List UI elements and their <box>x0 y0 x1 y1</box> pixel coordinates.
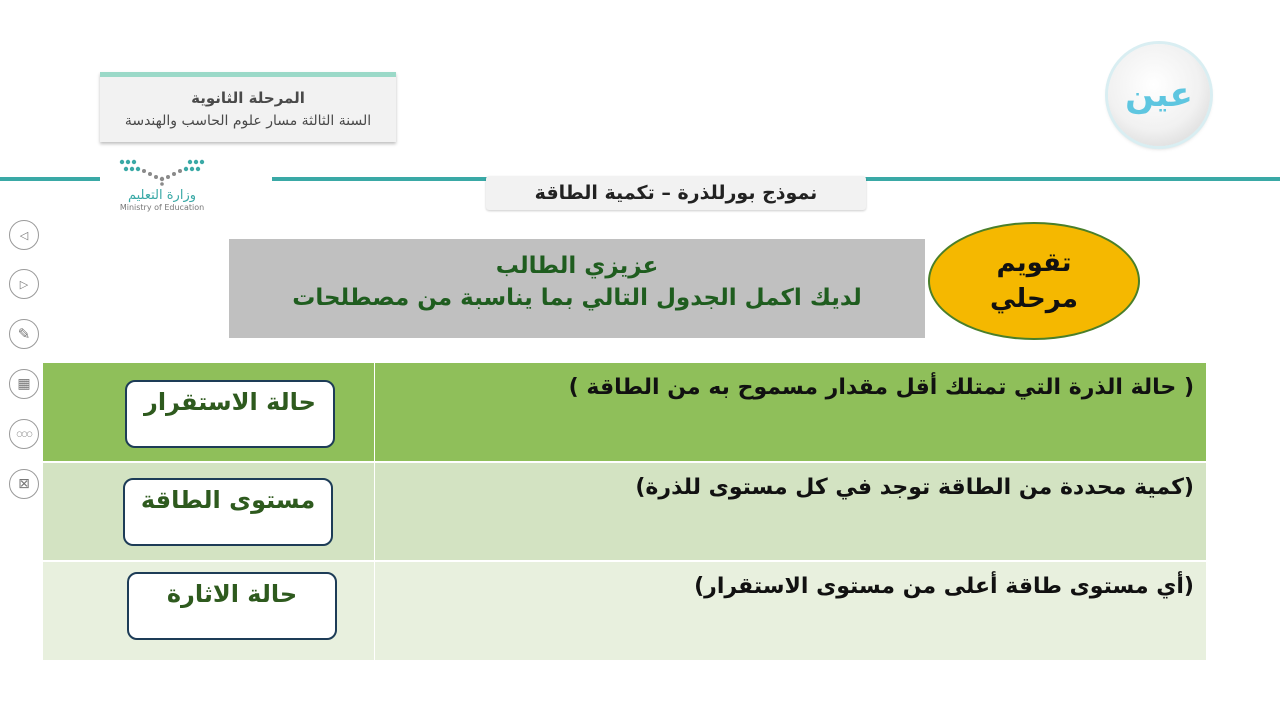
ministry-name-en: Ministry of Education <box>119 203 205 212</box>
header-rule-left <box>0 177 100 181</box>
definition-text: (كمية محددة من الطاقة توجد في كل مستوى للذرة) <box>635 475 1194 500</box>
definition-text: ( حالة الذرة التي تمتلك أقل مقدار مسموح به من الطاقة ) <box>568 375 1194 400</box>
pen-tool-button[interactable] <box>9 319 39 349</box>
ain-logo <box>1108 44 1210 146</box>
definition-cell <box>375 562 1206 660</box>
next-slide-button[interactable] <box>9 269 39 299</box>
definition-cell <box>375 363 1206 461</box>
whiteboard-button[interactable] <box>9 369 39 399</box>
instruction-greeting: عزيزي الطالب <box>495 253 659 279</box>
instruction-box <box>229 239 925 338</box>
answer-box[interactable] <box>123 478 333 546</box>
instruction-text: لديك اكمل الجدول التالي بما يناسبة من مصطلحات <box>292 285 862 311</box>
answer-text: حالة الاثارة <box>166 580 298 608</box>
table-row <box>43 363 1206 461</box>
prev-slide-button[interactable] <box>9 220 39 250</box>
more-icon: ○○○ <box>16 430 32 438</box>
assessment-badge-line2: مرحلي <box>990 284 1078 314</box>
ministry-dots-icon <box>116 157 208 187</box>
definition-cell <box>375 463 1206 560</box>
ministry-logo <box>112 155 212 225</box>
answer-box[interactable] <box>125 380 335 448</box>
answer-cell <box>43 363 374 461</box>
table-row <box>43 463 1206 560</box>
exit-presentation-button[interactable] <box>9 469 39 499</box>
whiteboard-icon: ▦ <box>17 376 31 392</box>
stage-subtitle: السنة الثالثة مسار علوم الحاسب والهندسة <box>124 113 372 129</box>
assessment-badge <box>928 222 1140 340</box>
exit-presentation-icon: ⊠ <box>18 476 30 492</box>
table-row <box>43 562 1206 660</box>
stage-title: المرحلة الثانوية <box>191 89 305 107</box>
answer-box[interactable] <box>127 572 337 640</box>
answer-cell <box>43 463 374 560</box>
pen-icon: ✎ <box>17 325 31 343</box>
lesson-title-text: نموذج بورللذرة – تكمية الطاقة <box>534 182 818 204</box>
answer-text: حالة الاستقرار <box>144 388 316 416</box>
stage-info-box <box>100 72 396 142</box>
assessment-badge-line1: تقويم <box>996 247 1072 278</box>
ain-logo-text: عين <box>1125 75 1193 115</box>
next-icon: ▷ <box>19 277 29 291</box>
more-options-button[interactable] <box>9 419 39 449</box>
answer-cell <box>43 562 374 660</box>
lesson-title <box>486 176 866 210</box>
prev-icon: ◁ <box>19 228 29 242</box>
answer-text: مستوى الطاقة <box>140 486 316 514</box>
ministry-name-ar: وزارة التعليم <box>127 188 197 203</box>
definition-text: (أي مستوى طاقة أعلى من مستوى الاستقرار) <box>694 574 1194 599</box>
